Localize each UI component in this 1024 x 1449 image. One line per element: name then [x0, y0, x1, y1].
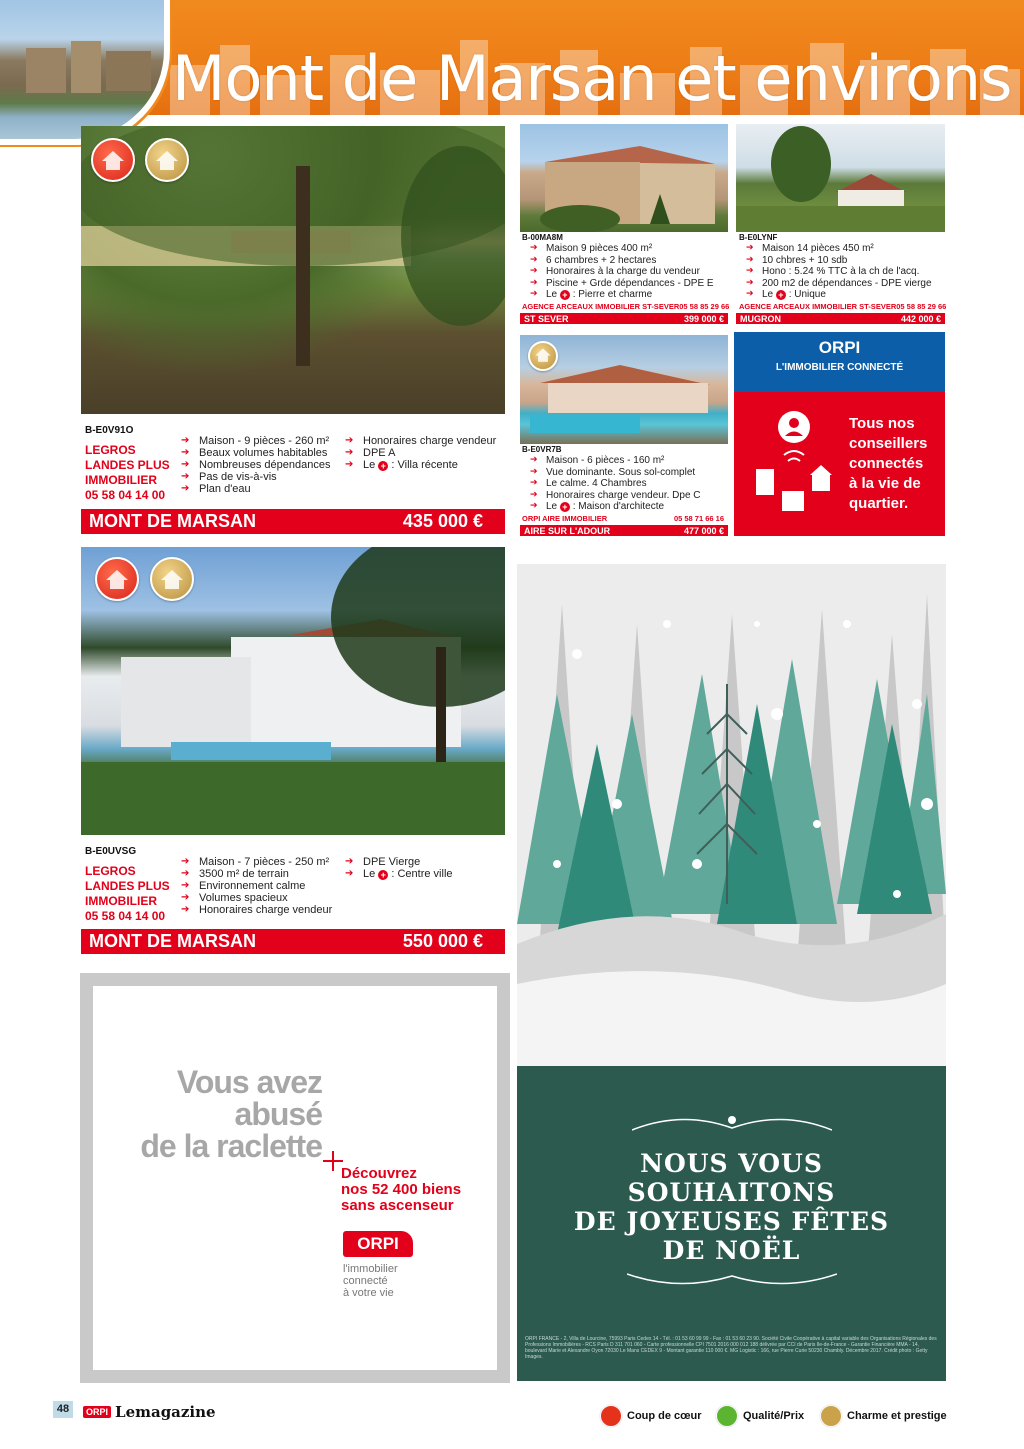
raclette-ad — [80, 973, 510, 1383]
message-line: conseillers — [849, 435, 928, 452]
question-line: abusé — [234, 1096, 322, 1132]
listing-city: AIRE SUR L'ADOUR — [524, 525, 611, 536]
feature-item: ➔ Nombreuses dépendances — [181, 459, 330, 471]
price-bar — [520, 313, 728, 324]
feature-item: ➔ Plan d'eau — [181, 483, 330, 495]
agency-phone[interactable]: 05 58 04 14 00 — [85, 909, 166, 923]
feature-list — [746, 243, 932, 301]
feature-item: ➔ DPE Vierge — [345, 856, 453, 868]
feature-item: ➔ Maison 14 pièces 450 m² — [746, 243, 932, 255]
agency-name-line: IMMOBILIER — [85, 894, 157, 908]
feature-item: ➔ Pas de vis-à-vis — [181, 471, 330, 483]
listing-photo-white-house — [81, 547, 505, 835]
orpi-connected-subtitle: L'IMMOBILIER CONNECTÉ — [775, 362, 904, 373]
listing-price: 442 000 € — [900, 313, 941, 324]
plus-icon: + — [776, 290, 786, 300]
message-line: connectés — [849, 455, 924, 472]
magazine-logo — [83, 1403, 216, 1421]
greeting-text — [517, 1149, 946, 1265]
listing-ref: B-00MA8M — [522, 233, 563, 242]
feature-item: ➔ Hono : 5.24 % TTC à la ch de l'acq. — [746, 266, 932, 278]
feature-item-plus — [530, 501, 701, 513]
feature-item-plus — [345, 459, 496, 471]
town-photo — [0, 0, 170, 145]
raclette-question — [140, 1066, 322, 1162]
plus-text: : Centre ville — [391, 868, 453, 880]
greeting-line: DE JOYEUSES FÊTES — [573, 1207, 890, 1236]
ornament-top-icon — [632, 1110, 832, 1140]
feature-item: ➔ Honoraires charge vendeur. Dpe C — [530, 490, 701, 502]
orpi-connected-header — [734, 332, 945, 392]
legend-qualite-prix — [716, 1405, 804, 1427]
listing-city: MONT DE MARSAN — [89, 931, 256, 951]
feature-item: ➔ 3500 m² de terrain — [181, 868, 332, 880]
feature-list — [345, 435, 496, 471]
agency-line — [739, 302, 947, 311]
legend-label: Coup de cœur — [627, 1410, 702, 1422]
feature-item: ➔ 200 m2 de dépendances - DPE vierge — [746, 278, 932, 290]
plus-icon: + — [560, 290, 570, 300]
feature-item: ➔ Vue dominante. Sous sol-complet — [530, 467, 701, 479]
charme-prestige-badge-icon — [150, 557, 194, 601]
orpi-tagline — [343, 1263, 398, 1299]
feature-item: ➔ 10 chbres + 10 sdb — [746, 255, 932, 267]
agency-name-line: LEGROS — [85, 864, 136, 878]
listing-ref: B-E0V91O — [85, 425, 134, 436]
tagline-line: à votre vie — [343, 1287, 394, 1299]
feature-item: ➔ Honoraires charge vendeur — [181, 904, 332, 916]
feature-item: ➔ Maison - 9 pièces - 260 m² — [181, 435, 330, 447]
feature-list — [530, 455, 701, 513]
legend-coup-de-coeur — [600, 1405, 702, 1427]
feature-item: ➔ Beaux volumes habitables — [181, 447, 330, 459]
christmas-greeting — [517, 1066, 946, 1381]
price-bar — [736, 313, 945, 324]
agency-name: AGENCE ARCEAUX IMMOBILIER ST-SEVER — [739, 302, 897, 311]
listing-photo-manor — [520, 124, 728, 232]
plus-label: Le — [363, 868, 376, 880]
price-bar — [520, 525, 728, 536]
photo-details — [520, 124, 728, 232]
tagline-line: connecté — [343, 1275, 388, 1287]
question-line: de la raclette — [140, 1128, 322, 1164]
legend-charme-prestige — [820, 1405, 947, 1427]
plus-text: : Pierre et charme — [572, 289, 653, 300]
coup-de-coeur-badge-icon — [91, 138, 135, 182]
orpi-connected-ad — [734, 332, 945, 536]
plus-label: Le — [363, 459, 376, 471]
feature-list — [530, 243, 714, 301]
orpi-connected-message — [849, 414, 927, 514]
orpi-logo-text: ORPI — [818, 338, 861, 357]
plus-label: Le — [762, 289, 774, 300]
legal-notice: ORPI FRANCE - 2, Villa de Lourcine, 75993 Paris Cedex 14 - Tél. : 01 53 60 99 99 - Fax : 01 53 60 23 90. Société Civile Coopérative à capital variable des Organisations Régionales des Professions Immobilières - RCS Paris D 311 701 060 - Carte professionnelle CPI 7501 2016 000 012 188 délivrée par CCI de Paris Ile-de-France - Garantie Financière MMA - 14, boulevard Marie et Alexandre Oyon 72030 Le Mans CEDEX 9 - Montant garantie 110 000 €. MG Logistic : 166, rue Pierre Curie 50230 Chambly. Décembre 2017. Crédit photo : Getty Images. — [525, 1336, 937, 1360]
listing-city: ST SEVER — [524, 313, 569, 324]
discover-line: Découvrez — [341, 1165, 417, 1182]
agency-phone[interactable]: 05 58 71 66 16 — [673, 514, 724, 523]
agency-name-line: IMMOBILIER — [85, 473, 157, 487]
photo-details — [81, 126, 505, 414]
plus-icon: + — [378, 461, 388, 471]
listing-city: MUGRON — [740, 313, 781, 324]
greeting-line: NOUS VOUS — [640, 1149, 823, 1178]
listing-photo-farmhouse — [736, 124, 945, 232]
listing-price: 550 000 € — [402, 931, 483, 951]
charme-prestige-badge-icon — [145, 138, 189, 182]
winter-forest-illustration — [517, 564, 946, 1066]
price-bar — [81, 509, 505, 534]
price-bar — [81, 929, 505, 954]
feature-item: ➔ Environnement calme — [181, 880, 332, 892]
orpi-logo: ORPI — [343, 1231, 413, 1257]
feature-item-plus — [530, 289, 714, 301]
plus-text: : Maison d'architecte — [572, 501, 665, 512]
plus-text: : Unique — [788, 289, 826, 300]
plus-label: Le — [546, 501, 558, 512]
coup-de-coeur-icon — [600, 1405, 622, 1427]
listing-ref: B-E0VR7B — [522, 445, 562, 454]
page-number: 48 — [53, 1401, 73, 1418]
greeting-line: SOUHAITONS — [627, 1178, 836, 1207]
charme-prestige-icon — [820, 1405, 842, 1427]
forest-drawing — [517, 564, 946, 1066]
listing-photo-garden-villa — [81, 126, 505, 414]
feature-list — [181, 856, 332, 916]
listing-price: 399 000 € — [683, 313, 724, 324]
legend-label: Qualité/Prix — [743, 1410, 805, 1422]
message-line: Tous nos — [849, 415, 915, 432]
plus-label: Le — [546, 289, 558, 300]
agency-phone[interactable]: 05 58 04 14 00 — [85, 488, 166, 502]
listing-ref: B-E0UVSG — [85, 846, 137, 857]
orpi-mini-logo: ORPI — [83, 1406, 111, 1418]
feature-item-plus — [345, 868, 453, 880]
tagline-line: l'immobilier — [343, 1263, 398, 1275]
listing-ref: B-E0LYNF — [739, 233, 778, 242]
listing-city: MONT DE MARSAN — [89, 511, 256, 531]
agency-name: ORPI AIRE IMMOBILIER — [522, 514, 608, 523]
greeting-line: DE NOËL — [662, 1236, 801, 1265]
agency-name-line: LANDES PLUS — [85, 879, 170, 893]
charme-prestige-badge-icon — [528, 341, 558, 371]
listing-price: 435 000 € — [402, 511, 483, 531]
feature-item: ➔ Piscine + Grde dépendances - DPE E — [530, 278, 714, 290]
agency-phone[interactable]: 05 58 85 29 66 — [679, 302, 730, 311]
plus-icon: + — [378, 870, 388, 880]
agency-name: AGENCE ARCEAUX IMMOBILIER ST-SEVER — [522, 302, 680, 311]
feature-item: ➔ Maison - 7 pièces - 250 m² — [181, 856, 332, 868]
listing-price: 477 000 € — [683, 525, 724, 536]
legend-label: Charme et prestige — [847, 1410, 947, 1422]
feature-item: ➔ Honoraires à la charge du vendeur — [530, 266, 714, 278]
ornament-bottom-icon — [627, 1268, 837, 1292]
agency-block — [85, 864, 170, 923]
raclette-discover — [341, 1166, 461, 1214]
photo-details — [81, 547, 505, 835]
feature-item: ➔ Le calme. 4 Chambres — [530, 478, 701, 490]
feature-item: ➔ Volumes spacieux — [181, 892, 332, 904]
feature-list — [181, 435, 330, 495]
plus-text: : Villa récente — [391, 459, 458, 471]
coup-de-coeur-badge-icon — [95, 557, 139, 601]
agency-name-line: LEGROS — [85, 443, 136, 457]
discover-line: nos 52 400 biens — [341, 1181, 462, 1198]
agency-phone[interactable]: 05 58 85 29 66 — [896, 302, 947, 311]
connected-neighborhood-icon — [754, 407, 834, 517]
agency-block — [85, 443, 170, 502]
feature-item: ➔ 6 chambres + 2 hectares — [530, 255, 714, 267]
magazine-name: Lemagazine — [115, 1403, 216, 1421]
feature-item: ➔ Honoraires charge vendeur — [345, 435, 496, 447]
feature-item-plus — [746, 289, 932, 301]
plus-cross-icon — [323, 1151, 343, 1171]
photo-details — [736, 124, 945, 232]
message-line: quartier. — [849, 495, 909, 512]
agency-line — [522, 514, 724, 523]
feature-item: ➔ DPE A — [345, 447, 496, 459]
feature-list — [345, 856, 453, 880]
agency-line — [522, 302, 730, 311]
qualite-prix-icon — [716, 1405, 738, 1427]
page-title: Mont de Marsan et environs — [172, 42, 1012, 115]
discover-line: sans ascenseur — [341, 1197, 454, 1214]
message-line: à la vie de — [849, 475, 921, 492]
feature-item: ➔ Maison 9 pièces 400 m² — [530, 243, 714, 255]
question-line: Vous avez — [176, 1064, 322, 1100]
plus-icon: + — [560, 502, 570, 512]
listing-photo-pool-villa — [520, 335, 728, 444]
feature-item: ➔ Maison - 6 pièces - 160 m² — [530, 455, 701, 467]
agency-name-line: LANDES PLUS — [85, 458, 170, 472]
